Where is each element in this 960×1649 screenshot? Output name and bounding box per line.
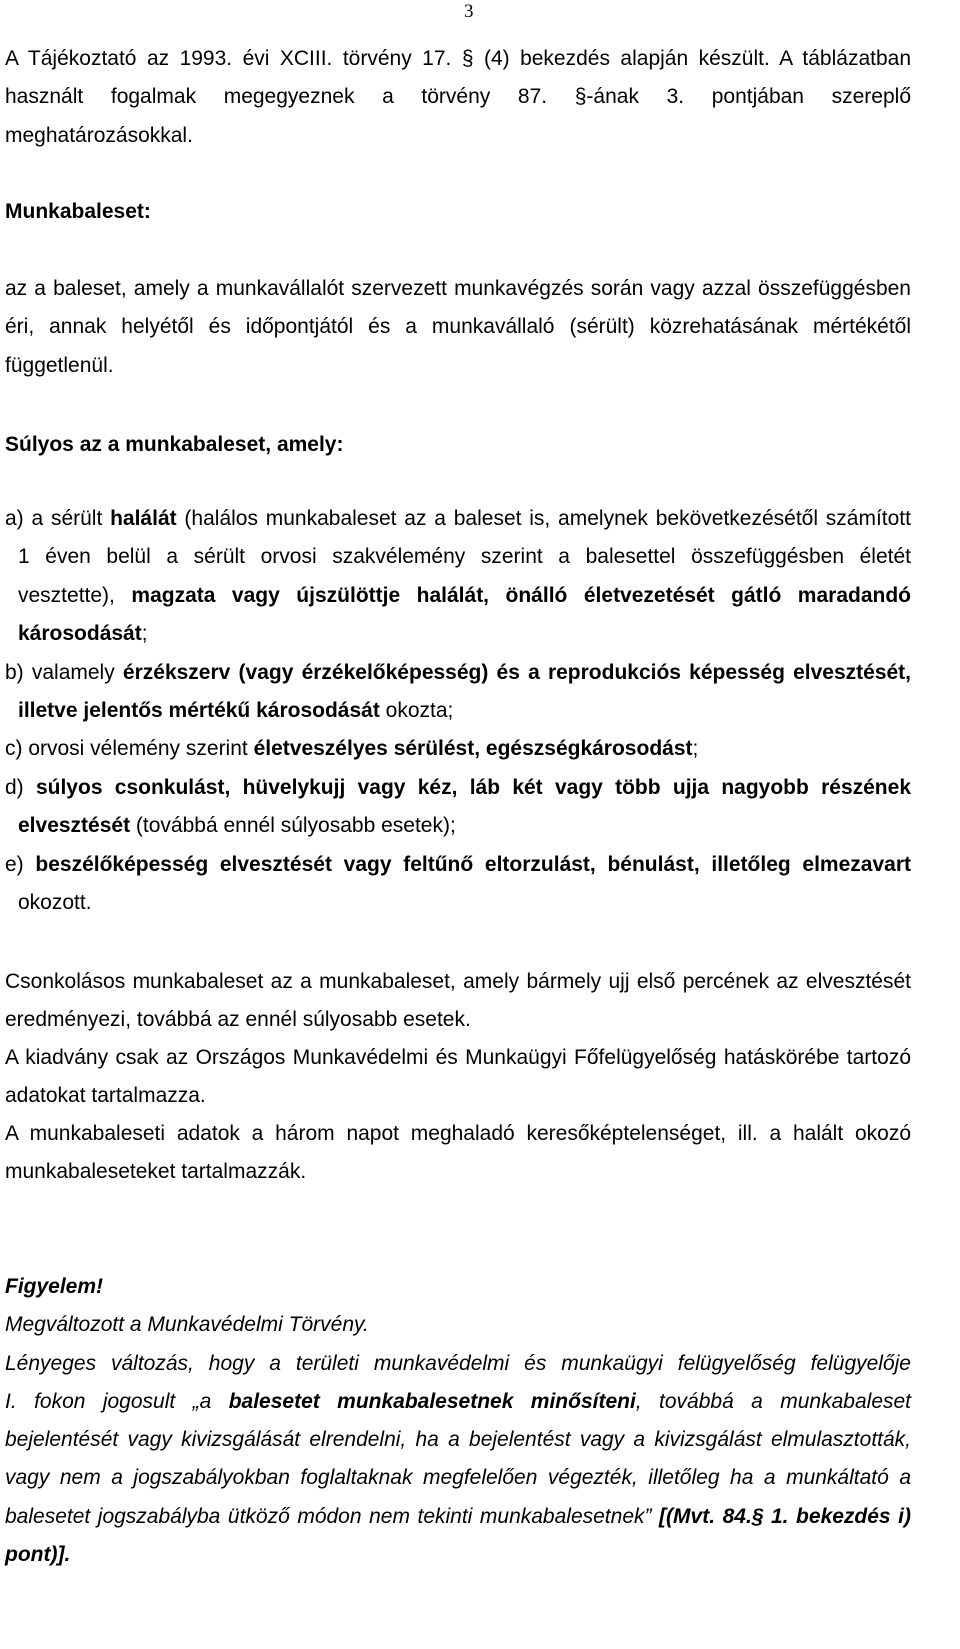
criterion-a <box>5 500 911 654</box>
text-run: c) orvosi vélemény szerint <box>5 737 254 761</box>
text-line <box>5 347 911 385</box>
bold-text-run: magzata vagy újszülöttje halálát, önálló életvezetését gátló maradandó <box>131 583 911 607</box>
text-line <box>5 1001 911 1039</box>
criterion-c <box>5 730 911 768</box>
text-run: meghatározásokkal. <box>5 123 193 147</box>
text-line <box>5 117 911 155</box>
bold-text-run: Munkabaleset: <box>5 200 151 223</box>
text-line <box>5 1345 911 1383</box>
text-run: Lényeges változás, hogy a területi munkavédelmi és munkaügyi felügyelőség felügyelője <box>5 1351 911 1375</box>
text-line <box>5 1077 911 1115</box>
text-run: , továbbá a munkabaleset <box>635 1389 912 1413</box>
severe-accident-heading <box>5 426 911 464</box>
text-run: munkabaleseteket tartalmazzák. <box>5 1160 307 1183</box>
text-line <box>18 538 911 576</box>
warning-section <box>5 1268 911 1574</box>
text-line <box>18 577 911 615</box>
text-line <box>5 1115 911 1153</box>
text-line <box>5 426 911 464</box>
warning-subtitle <box>5 1306 911 1344</box>
bold-text-run: illetve jelentős mértékű károsodását <box>18 699 380 723</box>
text-line <box>5 1153 911 1191</box>
text-run: ; <box>692 737 699 761</box>
text-run: függetlenül. <box>5 353 114 377</box>
text-line <box>5 500 911 538</box>
text-run: használt fogalmak megegyeznek a törvény 87. §-ának 3. pontjában szereplő <box>5 85 911 109</box>
text-run: b) valamely <box>5 660 123 684</box>
text-run: éri, annak helyétől és időpontjától és a munkavállaló (sérült) közrehatásának mértékétől <box>5 315 911 339</box>
text-run: eredményezi, továbbá az ennél súlyosabb esetek. <box>5 1008 471 1031</box>
text-line <box>18 692 911 730</box>
text-run: okozott. <box>18 891 92 915</box>
text-line <box>5 308 911 346</box>
text-run: adatokat tartalmazza. <box>5 1084 206 1107</box>
text-run: Megváltozott a Munkavédelmi Törvény. <box>5 1313 369 1337</box>
text-line <box>5 963 911 1001</box>
text-line <box>18 615 911 653</box>
text-line <box>5 1268 911 1306</box>
text-run: bejelentését vagy kivizsgálását elrendelni, ha a bejelentést vagy a kivizsgálást elmulasztották, <box>5 1428 911 1452</box>
text-run: az a baleset, amely a munkavállalót szervezett munkavégzés során vagy azzal összefüggésben <box>5 277 911 300</box>
text-run: A Tájékoztató az 1993. évi XCIII. törvény 17. § (4) bekezdés alapján készült. A táblázatban <box>5 47 911 70</box>
bold-text-run: pont)]. <box>5 1543 71 1567</box>
text-line <box>5 193 911 231</box>
definition-paragraph <box>5 270 911 385</box>
text-run: A kiadvány csak az Országos Munkavédelmi és Munkaügyi Főfelügyelőség hatáskörébe tartozó <box>5 1046 911 1069</box>
text-line <box>5 1383 911 1421</box>
text-line <box>5 1306 911 1344</box>
criterion-b <box>5 654 911 731</box>
definition-heading <box>5 193 911 231</box>
intro-paragraph <box>5 40 911 155</box>
text-line <box>5 1536 911 1574</box>
text-line <box>5 1459 911 1497</box>
text-run: vagy nem a jogszabályokban foglaltaknak megfelelően végezték, illetőleg ha a munkáltató a <box>5 1466 911 1490</box>
bold-text-run: elvesztését <box>18 814 131 838</box>
text-line <box>5 730 911 768</box>
text-line <box>5 846 911 884</box>
text-line <box>5 40 911 78</box>
bold-text-run: balesetet munkabalesetnek minősíteni <box>228 1389 636 1413</box>
warning-body <box>5 1345 911 1575</box>
text-run: (továbbá ennél súlyosabb esetek); <box>130 814 456 838</box>
text-line <box>5 769 911 807</box>
note-amputation-definition <box>5 963 911 1039</box>
criterion-e <box>5 846 911 923</box>
bold-text-run: [(Mvt. 84.§ 1. bekezdés i) <box>659 1504 911 1528</box>
note-data-coverage <box>5 1115 911 1191</box>
text-run: okozta; <box>379 699 454 723</box>
text-line <box>5 1421 911 1459</box>
text-run: A munkabaleseti adatok a három napot meghaladó keresőképtelenséget, ill. a halált okozó <box>5 1122 911 1145</box>
text-run: 1 éven belül a sérült orvosi szakvélemény szerint a balesettel összefüggésben életét <box>18 545 911 569</box>
text-run: Csonkolásos munkabaleset az a munkabaleset, amely bármely ujj első percének az elvesztését <box>5 970 911 993</box>
text-line <box>5 78 911 116</box>
bold-text-run: halálát <box>110 507 177 530</box>
text-run: I. fokon jogosult „a <box>5 1389 229 1413</box>
text-line <box>18 807 911 845</box>
text-run: balesetet jogszabályba ütköző módon nem tekinti munkabalesetnek” <box>5 1504 660 1528</box>
bold-text-run: súlyos csonkulást, hüvelykujj vagy kéz, láb két vagy több ujja nagyobb részének <box>35 775 911 799</box>
text-line <box>5 654 911 692</box>
bold-text-run: életveszélyes sérülést, egészségkárosodást <box>253 737 693 761</box>
text-run: vesztette), <box>18 583 132 607</box>
text-line <box>5 1039 911 1077</box>
text-line <box>5 1498 911 1536</box>
text-line <box>5 270 911 308</box>
severe-criteria-list <box>5 500 911 922</box>
text-run: (halálos munkabaleset az a baleset is, amelynek bekövetkezésétől számított <box>176 507 911 530</box>
note-publication-scope <box>5 1039 911 1115</box>
text-run: ; <box>141 622 148 646</box>
text-run: d) <box>5 775 36 799</box>
text-run: e) <box>5 852 36 876</box>
page-number: 3 <box>464 1 474 22</box>
text-line <box>18 884 911 922</box>
warning-title <box>5 1268 911 1306</box>
bold-text-run: Súlyos az a munkabaleset, amely: <box>5 433 344 456</box>
bold-text-run: beszélőképesség elvesztését vagy feltűnő eltorzulást, bénulást, illetőleg elmezavart <box>35 852 911 876</box>
text-run: a) a sérült <box>5 507 111 530</box>
criterion-d <box>5 769 911 846</box>
bold-text-run: Figyelem! <box>5 1275 104 1298</box>
bold-text-run: károsodását <box>18 622 142 646</box>
notes-section <box>5 963 911 1191</box>
bold-text-run: érzékszerv (vagy érzékelőképesség) és a reprodukciós képesség elvesztését, <box>122 660 912 684</box>
